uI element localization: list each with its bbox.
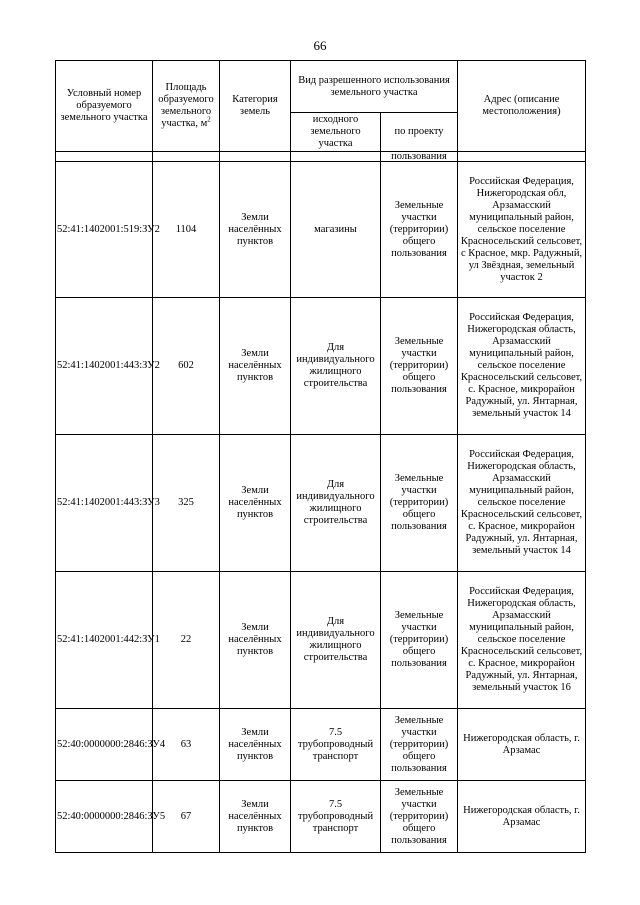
table-cell [153, 152, 220, 162]
table-row [56, 435, 586, 572]
table-row-carry [56, 152, 586, 162]
cell-project-use: Земельные участки (территории) общего пользования [381, 298, 458, 435]
cell-address: Российская Федерация, Нижегородская обл, Арзамасский муниципальный район, сельское поселение Красносельский сельсовет, с Красное, мкр. Радужный, ул Звёздная, земельный участок 2 [458, 162, 586, 298]
cell-project-use: Земельные участки (территории) общего пользования [381, 781, 458, 853]
header-source-use: исходного земельного участка [291, 113, 381, 152]
cell-address: Нижегородская область, г. Арзамас [458, 709, 586, 781]
cell-area: 325 [153, 435, 220, 572]
cell-area: 63 [153, 709, 220, 781]
header-area-text: Площадь образуемого земельного участка, м [158, 82, 214, 129]
cell-area: 67 [153, 781, 220, 853]
table-cell [56, 152, 153, 162]
table-cell [458, 152, 586, 162]
cell-category: Земли населённых пунктов [220, 572, 291, 709]
header-category: Категория земель [220, 61, 291, 152]
header-project-use: по проекту [381, 113, 458, 152]
cell-source-use: Для индивидуального жилищного строительства [291, 298, 381, 435]
table-row [56, 781, 586, 853]
header-area [153, 61, 220, 152]
cell-number: 52:41:1402001:442:ЗУ1 [56, 572, 153, 709]
cell-address: Российская Федерация, Нижегородская область, Арзамасский муниципальный район, сельское поселение Красносельский сельсовет, с. Красное, микрорайон Радужный, ул. Янтарная, земельный участок 14 [458, 298, 586, 435]
cell-number: 52:41:1402001:519:ЗУ2 [56, 162, 153, 298]
cell-category: Земли населённых пунктов [220, 435, 291, 572]
cell-source-use: Для индивидуального жилищного строительства [291, 572, 381, 709]
cell-address: Российская Федерация, Нижегородская область, Арзамасский муниципальный район, сельское поселение Красносельский сельсовет, с. Красное, микрорайон Радужный, ул. Янтарная, земельный участок 14 [458, 435, 586, 572]
cell-number: 52:40:0000000:2846:ЗУ5 [56, 781, 153, 853]
cell-project-use: Земельные участки (территории) общего пользования [381, 709, 458, 781]
cell-source-use: 7.5 трубопроводный транспорт [291, 781, 381, 853]
land-plots-table [55, 60, 586, 853]
cell-project-use: Земельные участки (территории) общего пользования [381, 162, 458, 298]
cell-project-use: Земельные участки (территории) общего пользования [381, 572, 458, 709]
header-permitted-use: Вид разрешенного использования земельного участка [291, 61, 458, 113]
cell-number: 52:41:1402001:443:ЗУ2 [56, 298, 153, 435]
cell-category: Земли населённых пунктов [220, 781, 291, 853]
cell-source-use: магазины [291, 162, 381, 298]
table-row [56, 572, 586, 709]
cell-source-use: Для индивидуального жилищного строительства [291, 435, 381, 572]
cell-address: Нижегородская область, г. Арзамас [458, 781, 586, 853]
table-cell-project-use: пользования [381, 152, 458, 162]
cell-address: Российская Федерация, Нижегородская область, Арзамасский муниципальный район, сельское поселение Красносельский сельсовет, с. Красное, микрорайон Радужный, ул. Янтарная, земельный участок 16 [458, 572, 586, 709]
table-row [56, 298, 586, 435]
table-cell [220, 152, 291, 162]
table-row [56, 162, 586, 298]
cell-area: 602 [153, 298, 220, 435]
cell-category: Земли населённых пунктов [220, 298, 291, 435]
cell-category: Земли населённых пунктов [220, 709, 291, 781]
cell-source-use: 7.5 трубопроводный транспорт [291, 709, 381, 781]
cell-area: 22 [153, 572, 220, 709]
cell-area: 1104 [153, 162, 220, 298]
cell-project-use: Земельные участки (территории) общего пользования [381, 435, 458, 572]
cell-category: Земли населённых пунктов [220, 162, 291, 298]
table-row [56, 709, 586, 781]
header-area-unit-sup: 2 [207, 115, 211, 124]
header-address: Адрес (описание местоположения) [458, 61, 586, 152]
cell-number: 52:40:0000000:2846:ЗУ4 [56, 709, 153, 781]
page-number: 66 [313, 38, 327, 53]
table-cell [291, 152, 381, 162]
cell-number: 52:41:1402001:443:ЗУ3 [56, 435, 153, 572]
header-number: Условный номер образуемого земельного участка [56, 61, 153, 152]
